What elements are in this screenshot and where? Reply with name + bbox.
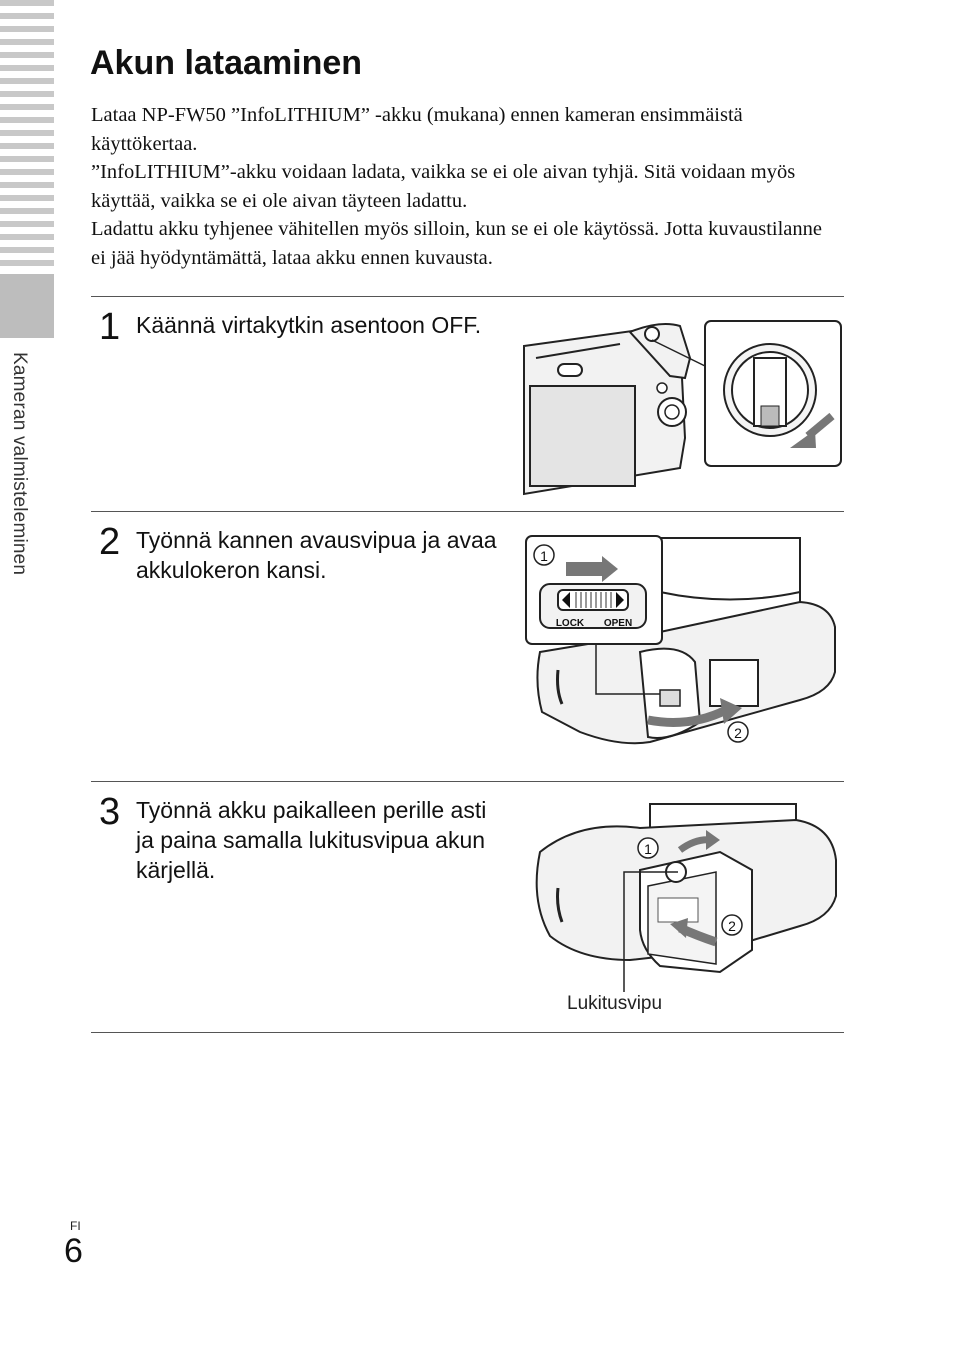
divider [91, 781, 844, 782]
divider [91, 1032, 844, 1033]
camera-power-switch-illustration [520, 318, 846, 496]
step-text: Työnnä akku paikalleen perille asti ja paina samalla lukitusvipua akun kärjellä. [136, 797, 487, 883]
intro-paragraph: Lataa NP-FW50 ”InfoLITHIUM” -akku (mukana) ennen kameran ensimmäistä käyttökertaa. [91, 104, 743, 155]
open-label: OPEN [603, 618, 633, 629]
step-number: 1 [99, 306, 121, 348]
battery-cover-illustration [520, 532, 846, 750]
intro-text [91, 101, 831, 272]
step-number: 2 [99, 521, 121, 563]
marker-2: 2 [734, 725, 742, 741]
step-text: Työnnä kannen avausvipua ja avaa akkulokeron kansi. [136, 527, 497, 583]
step-number: 3 [99, 791, 121, 833]
page-title: Akun lataaminen [90, 44, 363, 82]
divider [91, 296, 844, 297]
page-number: 6 [64, 1232, 83, 1270]
chapter-tab [0, 274, 54, 338]
battery-insert-illustration [520, 800, 846, 992]
marker-2: 2 [728, 918, 736, 934]
language-code: FI [70, 1219, 81, 1233]
lock-label: LOCK [555, 618, 585, 629]
intro-paragraph: ”InfoLITHIUM”-akku voidaan ladata, vaikka se ei ole aivan tyhjä. Sitä voidaan myös käyttää, vaikka se ei ole aivan täyteen ladattu. [91, 161, 796, 212]
step-text: Käännä virtakytkin asentoon OFF. [136, 312, 482, 338]
divider [91, 511, 844, 512]
chapter-index-stripes [0, 0, 54, 273]
intro-paragraph: Ladattu akku tyhjenee vähitellen myös silloin, kun se ei ole käytössä. Jotta kuvaustilanne ei jää hyödyntämättä, lataa akku ennen kuvausta. [91, 218, 823, 269]
lock-lever-caption: Lukitusvipu [567, 993, 663, 1014]
chapter-label: Kameran valmisteleminen [9, 352, 30, 576]
marker-1: 1 [540, 548, 548, 564]
marker-1: 1 [644, 841, 652, 857]
